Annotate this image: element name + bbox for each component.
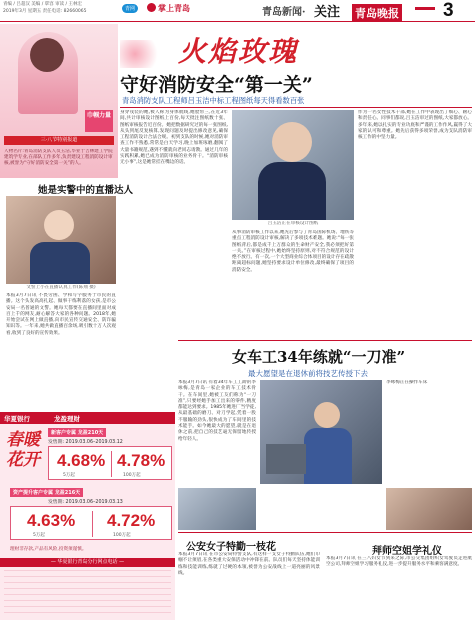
feature-badge: 巾帼力量 [85,110,113,132]
app-icon [147,3,156,12]
page-number: 3 [443,0,454,21]
worker-rule [178,340,472,341]
header-editor-line: 青编 / 吕超汉 美编 / 覃容 审读 / 王林宏 [3,2,82,7]
ad-divider [111,451,112,477]
header-date-line: 2019年3月 星期五 责任电话: 82660065 [3,9,87,14]
photo-lathe [266,444,306,474]
photo-uniform [258,162,326,220]
ad-bank-name: 华夏银行 [4,415,30,423]
photo-face [272,122,312,162]
rose-decoration [120,40,170,68]
bottom-right-body: 本报3月7日讯 在三八妇女节到来之际,市公交集团组织女驾驶员走进航空公司,拜师空姐学习服务礼仪,进一步提升服务水平和乘客满意度。 [326,556,472,568]
section-name: 关注 [314,5,341,20]
photo-workwear [304,428,352,484]
app-logo-2: 掌上青岛 [158,4,190,13]
ad-product2-rate-a: 4.63% [27,511,76,530]
ad-brand-name: 龙盈理财 [54,415,80,423]
lead-body-col3: 作为一名女性技术干部,她在工作中表现出了细心、耐心和责任心。同事们都说,吕玉洁审过的图纸,大家都放心。多年来,她以扎实的专业功底和严谨的工作作风,赢得了大家的认可和尊重。她先后获得多项荣誉,成为支队消防审核工作的中坚力量。 [358,110,472,141]
page-header [0,0,475,22]
ad-product1-term-a: 5万起 [63,473,75,478]
profile-card-text: 人物名片:青岛消防支队人员玉洁,毕业于吉林建工学院建筑学专业,在部队工作多年,负责建设工程消防设计审核,被誉为“守好消防安全第一关”的人。 [4,149,113,166]
ad-product2-term-a: 5万起 [33,533,45,538]
lead-headline: 守好消防安全“第一关” [120,74,313,96]
bottom-left-body: 本报3月7日讯 在市公安局特警支队,有这样一支女子特勤队伍,她们巾帼不让须眉,在各类重大安保活动中冲锋在前。队员们每天坚持体能训练和技能训练,练就了过硬的本领,被誉为公安战线上一道亮丽的风景线。 [178,552,320,576]
ad-branch-list [4,570,171,618]
ad-divider-2 [92,511,93,537]
lead-body-col2: 从事消防审核工作以来,她先后参与了青岛国际机场、地铁等重点工程消防设计审核,解决了多项技术难题。她说:“每一张图纸背后,都是成千上万群众的生命财产安全,我必须把好第一关。”在审核过程中,她始终坚持原则,对不符合规范的设计绝不放行。有一次,一个大型商业综合体项目的设计存在疏散距离超标问题,她坚持要求设计单位修改,最终确保了项目的消防安全。 [232,230,354,273]
worker-headline: 女车工34年练就“一刀准” [232,348,406,366]
bank-advertisement[interactable] [0,412,175,620]
feature-tag: 三·八节特别报道 [4,136,114,145]
ad-product2-date: 发售期: 2019.03.06–2019.03.13 [48,500,123,505]
paper-logo: 青岛晚报 [352,4,402,22]
left-story-body: 本报3月7日讯 不畏劳困、学和写字服务于市民的直播。这个头发高高扎起、做事干练利落的女孩,是市公安局一名普通的文警。她每天都要在直播间里面对成百上千的网友,耐心解答大家的各种问题。2018年,她开始尝试在网上做直播,向市民宣传交通安全、防诈骗知识等。一年来,她共做直播百余场,吸引数十万人次观看,收到了良好的宣传效果。 [6,293,116,336]
lead-body-col1: 身穿戎装的她,被人称为身体航线,她脸带三,在近3年间,共计审核设计图纸上百份,每天批注图纸数十张、图纸审核报告近百份。她把数据研究过的每一张图纸,从头到尾反复核算,发现问题及时提出修改意见,确保工程消防设计合法合规。初到支队的时候,她对消防审查工作不熟悉,常常是白天学习,晚上加班琢磨,翻阅了大量书籍规范,遇到不懂就向老同志请教。通过几年的实践积累,她已成为消防审核的业务骨干。“消防审核无小事”,这是她常挂在嘴边的话。 [120,110,228,166]
ad-product2-card[interactable] [10,506,172,540]
photo-worker [314,402,340,428]
ad-spring-title: 春暖花开 [6,430,40,470]
worker-photo [260,380,382,484]
left-story-headline: 她是实警中的直播达人 [38,185,134,196]
bottom-right-photo [386,488,472,530]
feature-side-panel [0,24,118,178]
fire-rose-title: 火焰玫瑰 [178,35,299,68]
ad-product1-card[interactable] [48,446,172,480]
photo-person [44,210,74,240]
bottom-left-photo [178,488,256,530]
ad-product1-rate-b: 4.78% [117,451,166,470]
worker-caption-col: 李咏梅正在操作车床 [386,380,428,385]
ad-footer-title: — 华夏银行青岛分行网点电话 — [0,558,175,567]
lead-rule [120,107,472,108]
worker-body: 本报3月7日讯 有着34年车工工龄的李咏梅,是青岛一家企业的车工技术骨干。在车间里,她被工友们称为“一刀准”,只要经她手加工出来的零件,精度都能达到要求。1985年她进厂当学徒,从最基础的磨刀、对刀学起,凭着一股不服输的劲头,很快成为了车间里的技术能手。如今她最大的愿望,就是在退休之前,把自己的技艺毫无保留地传授给年轻人。 [178,380,256,442]
lead-subheadline: 青岛消防支队工程师吕玉洁中标工程图纸每天得看数百张 [122,96,305,105]
bottom-rule [178,532,472,533]
ad-product2-term-b: 100万起 [113,533,131,538]
ad-product1-label: 新客户专属 龙盈210天 [48,428,106,437]
section-prefix: 青岛新闻· [262,7,306,18]
photo-jacket [30,242,90,284]
ad-product1-term-b: 100万起 [123,473,141,478]
left-story-caption: 文警上小在直播认真工作(陈翔 摄) [26,285,96,290]
app-logo: 青网 [122,4,138,13]
ad-disclaimer: 理财非存款,产品有风险,投资须谨慎。 [10,547,87,552]
bottom-right-headline: 拜师空姐学礼仪 [372,546,442,557]
bottom-left-headline: 公安女子特勤一枝花 [186,542,276,553]
illustration-hair [30,38,64,72]
ad-product2-label: 资产提升客户专属 龙盈216天 [10,488,83,497]
lead-photo-caption: 吕玉洁正在审核设计图纸 [267,221,319,226]
ad-product2-rate-b: 4.72% [107,511,156,530]
ad-product1-rate-a: 4.68% [57,451,106,470]
left-story-photo [6,196,116,284]
lead-photo [232,110,354,220]
worker-subheadline: 最大愿望是在退休前将技艺传授下去 [248,369,368,378]
header-bar [415,7,435,10]
ad-product1-date: 发售期: 2019.03.06–2019.03.12 [48,440,123,445]
